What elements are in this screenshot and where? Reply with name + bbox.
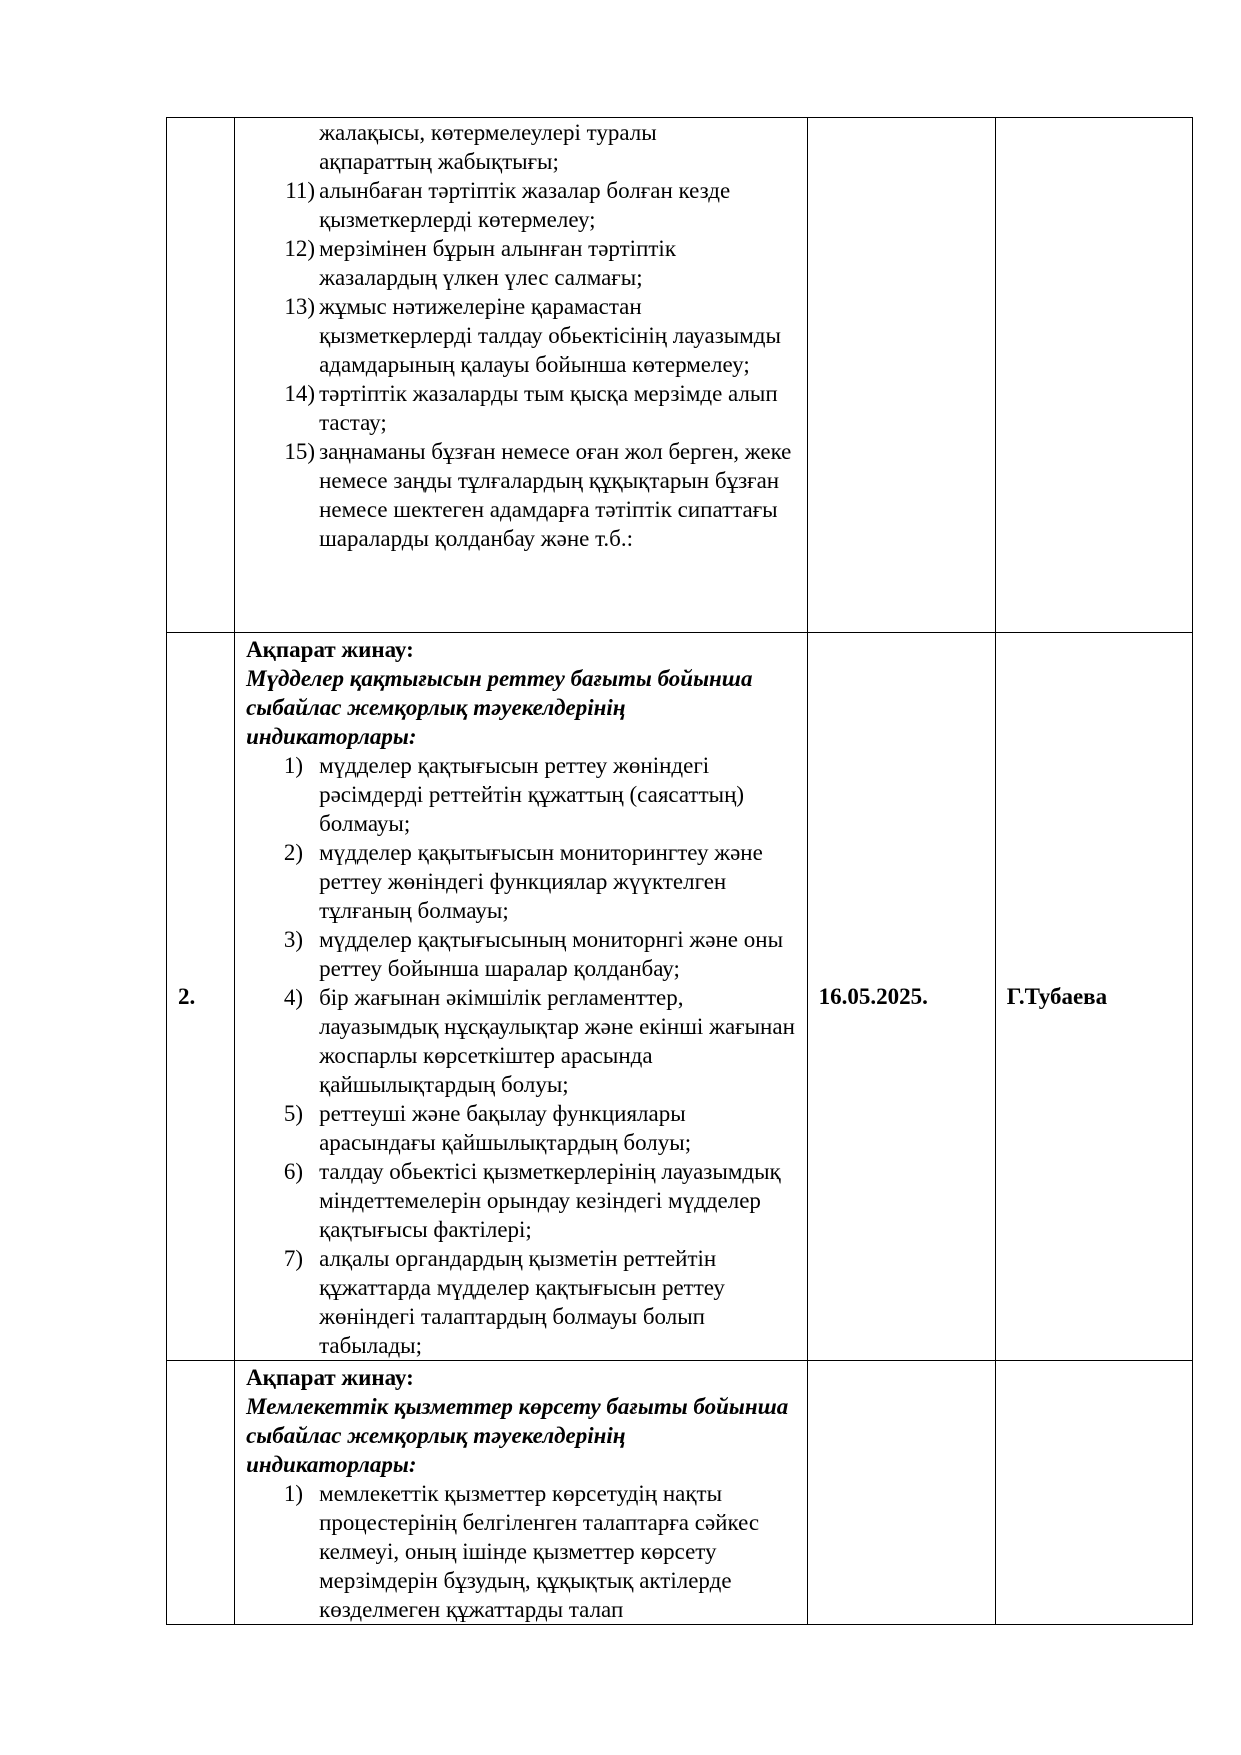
row-number-cell (167, 1361, 235, 1625)
row-number-cell (167, 118, 235, 633)
item-text: алқалы органдардың қызметін реттейтін құжаттарда мүдделер қақтығысын реттеу жөніндегі талаптардың болмауы болып табылады; (319, 1246, 725, 1358)
table-row (167, 633, 1193, 1361)
row-responsible-cell (995, 1361, 1192, 1625)
item-text: мүдделер қақытығысын мониторингтеу және реттеу жөніндегі функциялар жүүктелген тұлғаның болмауы; (319, 840, 763, 923)
item-text: мемлекеттік қызметтер көрсетудің нақты процестерінің белгіленген талаптарға сәйкес келмеуі, оның ішінде қызметтер көрсету мерзімдерін бұзудың, құқықтық актілерде көзделмеген құжаттарды талап (319, 1481, 760, 1622)
item-text: мүдделер қақтығысының мониторнгі және оны реттеу бойынша шаралар қолданбау; (319, 927, 784, 981)
list-item (246, 234, 799, 292)
indicator-list (246, 1479, 799, 1624)
item-text: талдау обьектісі қызметкерлерінің лауазымдық міндеттемелерін орындау кезіндегі мүдделер қақтығысы фактілері; (319, 1159, 781, 1242)
section-heading: Ақпарат жинау: (246, 1365, 414, 1390)
list-item (246, 437, 799, 553)
row-date-cell: 16.05.2025. (807, 633, 995, 1361)
item-number: 15) (284, 439, 316, 464)
row-responsible-cell (995, 118, 1192, 633)
list-item (246, 379, 799, 437)
indicator-list (246, 751, 799, 1360)
item-number: 4) (283, 985, 304, 1010)
section-heading: Ақпарат жинау: (246, 637, 414, 662)
section-subheading: Мүдделер қақтығысын реттеу бағыты бойынша сыбайлас жемқорлық тәуекелдерінің индикаторлары: (246, 666, 753, 749)
table-row (167, 118, 1193, 633)
item-number: 13) (284, 294, 316, 319)
item-number: 1) (283, 753, 304, 778)
item-number: 1) (283, 1481, 304, 1506)
item-number: 3) (283, 927, 304, 952)
item-number: 14) (284, 381, 316, 406)
row-responsible-cell: Г.Тубаева (995, 633, 1192, 1361)
item-text: алынбаған тәртіптік жазалар болған кезде қызметкерлерді көтермелеу; (319, 178, 731, 232)
table-row (167, 1361, 1193, 1625)
item-text: заңнаманы бұзған немесе оған жол берген, жеке немесе заңды тұлғалардың құқықтарын бұзған немесе шектеген адамдарға тәтіптік сипаттағы шараларды қолданбау және т.б.: (319, 439, 792, 551)
item-text: мүдделер қақтығысын реттеу жөніндегі рәсімдерді реттейтін құжаттың (саясаттың) болмауы; (319, 753, 745, 836)
list-item (246, 176, 799, 234)
item-number: 12) (284, 236, 316, 261)
plan-table (166, 117, 1193, 1625)
list-item (246, 1157, 799, 1244)
row-number-cell: 2. (167, 633, 235, 1361)
list-item (246, 925, 799, 983)
list-item (246, 1244, 799, 1360)
list-item (246, 292, 799, 379)
item-number: 7) (283, 1246, 304, 1271)
item-text: жұмыс нәтижелеріне қарамастан қызметкерлерді талдау обьектісінің лауазымды адамдарының қалауы бойынша көтермелеу; (319, 294, 781, 377)
item-number: 6) (283, 1159, 304, 1184)
row-content-cell (235, 118, 808, 633)
list-item (246, 1479, 799, 1624)
item-text: бір жағынан әкімшілік регламенттер, лауазымдық нұсқаулықтар және екінші жағынан жоспарлы көрсеткіштер арасында қайшылықтардың болуы; (319, 985, 795, 1097)
item-number: 11) (285, 178, 316, 203)
item-number: 2) (283, 840, 304, 865)
list-item (246, 838, 799, 925)
list-item (246, 983, 799, 1099)
item-text: реттеуші және бақылау функциялары арасындағы қайшылықтардың болуы; (319, 1101, 692, 1155)
item-text: мерзімінен бұрын алынған тәртіптік жазалардың үлкен үлес салмағы; (319, 236, 676, 290)
list-item (246, 1099, 799, 1157)
list-item (246, 751, 799, 838)
indicator-list (246, 176, 799, 553)
row-content-cell (235, 1361, 808, 1625)
row-date-cell (807, 1361, 995, 1625)
item-number: 5) (283, 1101, 304, 1126)
row-date-cell (807, 118, 995, 633)
item-text: тәртіптік жазаларды тым қысқа мерзімде алып тастау; (319, 381, 778, 435)
continuation-line: жалақысы, көтермелеулері туралы (319, 120, 657, 145)
continuation-line: ақпараттың жабықтығы; (319, 149, 559, 174)
row-content-cell (235, 633, 808, 1361)
section-subheading: Мемлекеттік қызметтер көрсету бағыты бойынша сыбайлас жемқорлық тәуекелдерінің индикаторлары: (246, 1394, 789, 1477)
